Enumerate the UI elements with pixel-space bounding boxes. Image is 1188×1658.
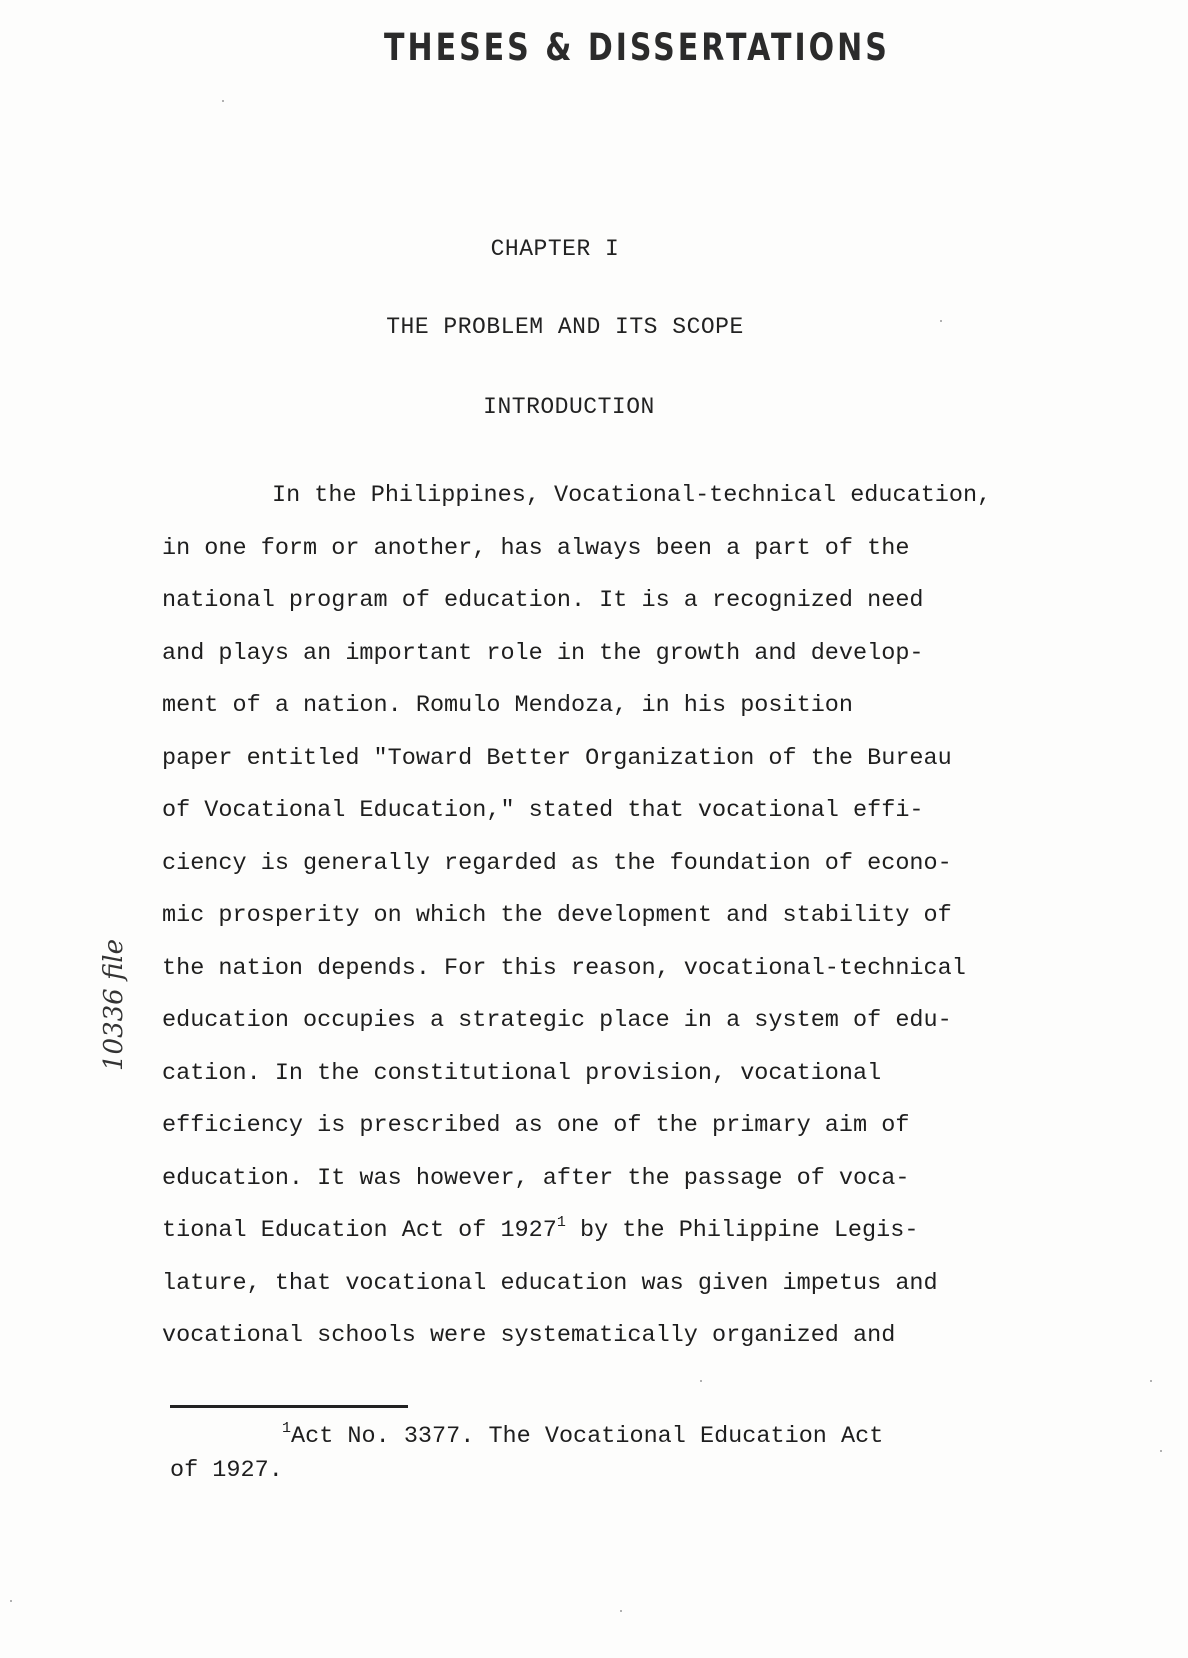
body-line-text: by the Philippine Legis- [565,1217,919,1244]
scan-speck [940,320,942,322]
body-line: the nation depends. For this reason, vocational-technical [162,954,966,982]
body-line-text: tional Education Act of 1927 [162,1217,557,1244]
footnote-reference: 1 [556,1214,566,1231]
body-line: national program of education. It is a recognized need [162,587,924,614]
body-line: ment of a nation. Romulo Mendoza, in his position [162,692,854,719]
footnote-divider [170,1405,408,1408]
body-line: and plays an important role in the growth and develop- [162,639,924,667]
scan-speck [1160,1450,1162,1452]
body-line: paper entitled "Toward Better Organization of the Bureau [162,744,952,772]
body-paragraph [162,470,1082,1363]
footnote-line: of 1927. [170,1457,283,1484]
body-line: education occupies a strategic place in a system of edu- [162,1007,952,1034]
scan-speck [700,1380,702,1382]
scan-speck [1150,1380,1152,1382]
scan-speck [222,100,224,102]
body-line: of Vocational Education," stated that vocational effi- [162,797,924,824]
body-line: efficiency is prescribed as one of the primary aim of [162,1112,910,1139]
body-line: cation. In the constitutional provision, vocational [162,1059,882,1087]
scan-speck [620,1610,622,1612]
body-line: In the Philippines, Vocational-technical education, [272,482,992,509]
body-line: vocational schools were systematically organized and [162,1322,896,1349]
body-line: mic prosperity on which the development and stability of [162,902,952,929]
section-heading: INTRODUCTION [483,394,655,420]
footnote [170,1420,1070,1488]
body-line: ciency is generally regarded as the foundation of econo- [162,849,952,877]
theses-dissertations-stamp: THESES & DISSERTATIONS [384,26,890,70]
chapter-title: THE PROBLEM AND ITS SCOPE [386,314,744,340]
chapter-heading: CHAPTER I [490,236,620,262]
body-line: lature, that vocational education was given impetus and [162,1269,938,1297]
footnote-text: Act No. 3377. The Vocational Education Act [291,1423,884,1450]
body-line-with-footnote-ref [162,1205,1082,1258]
body-line: in one form or another, has always been a part of the [162,534,910,562]
scan-speck [10,1600,12,1602]
footnote-line [170,1420,1070,1454]
body-line: education. It was however, after the passage of voca- [162,1164,910,1192]
footnote-marker: 1 [282,1420,292,1437]
handwritten-margin-note: 10336 file [99,938,129,1072]
